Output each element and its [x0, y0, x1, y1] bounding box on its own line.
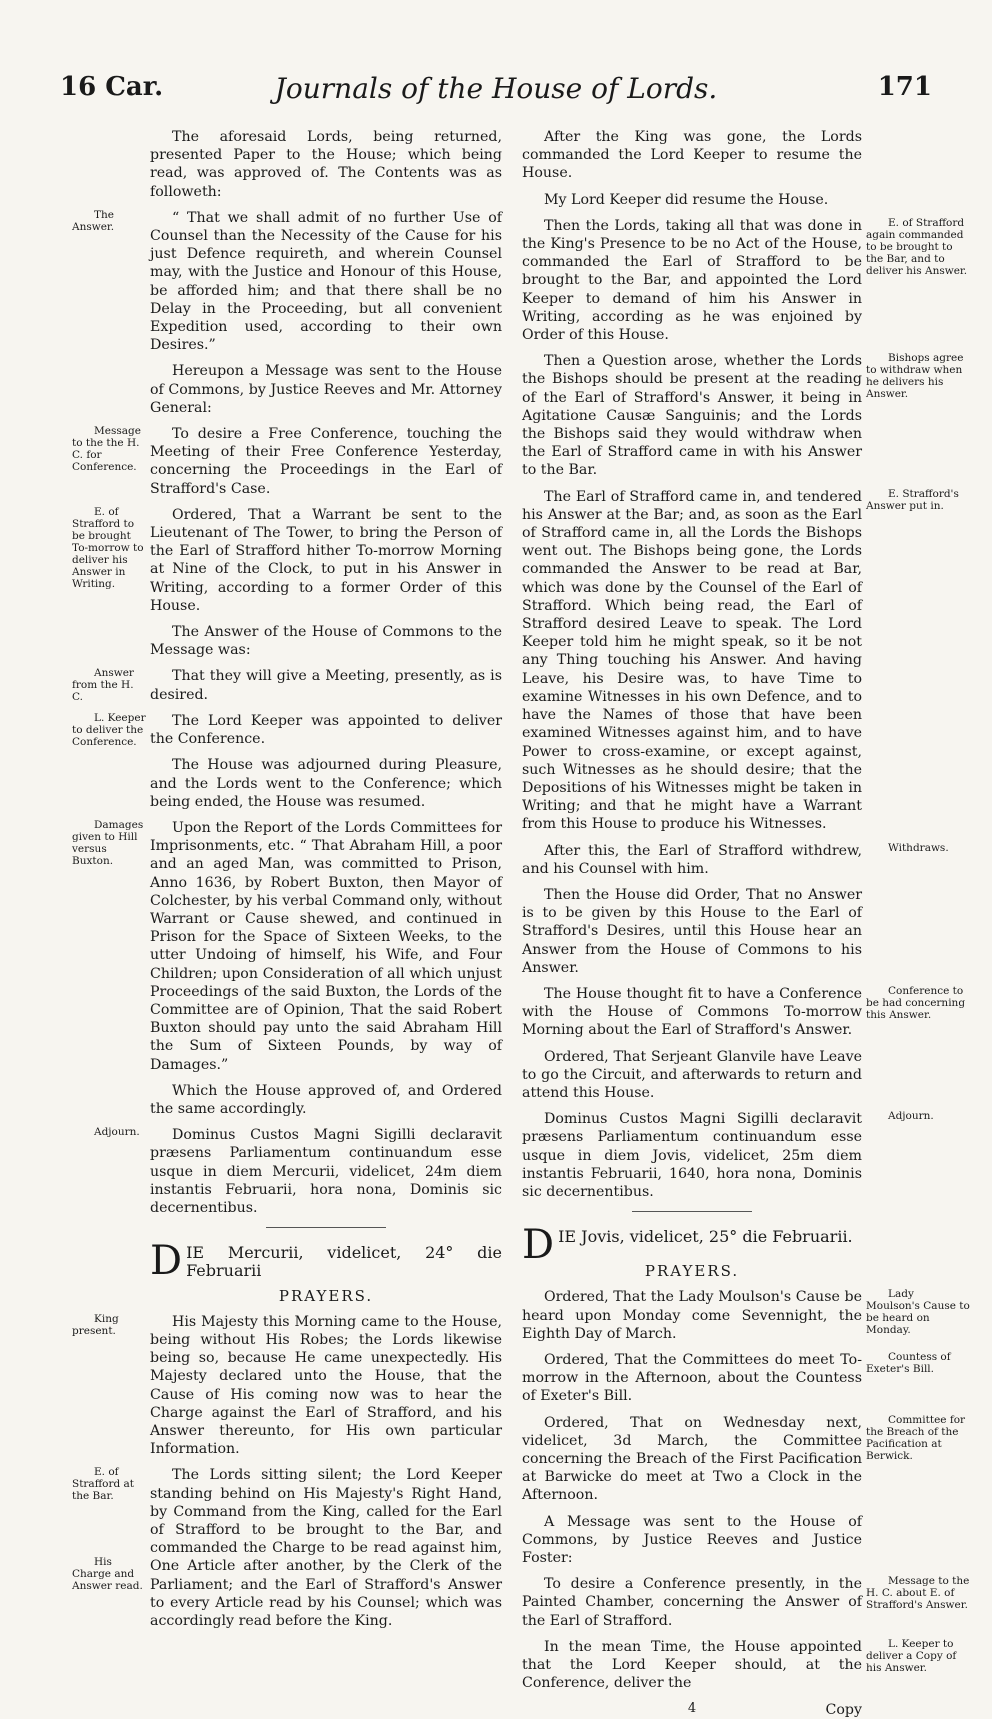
paragraph-text: His Majesty this Morning came to the House, being without His Robes; the Lords likewise being so, because He came unexpectedly. His Majesty declared unto the House, that the Cause of His coming now was to hear the Charge against the Earl of Strafford, and his Answer thereunto, for His own particular Information.: [150, 1313, 502, 1458]
margin-note: King present.: [72, 1312, 119, 1337]
day-heading-thursday: [522, 1222, 862, 1269]
signature-mark: 4: [687, 1701, 697, 1717]
catchword: Copy: [825, 1701, 862, 1718]
day-heading-text: IE Mercurii, videlicet, 24° die Februarii: [186, 1243, 502, 1281]
paragraph-text: The Lord Keeper was appointed to deliver the Conference.: [150, 712, 502, 748]
journal-paragraph: [72, 711, 502, 748]
day-heading-text: IE Jovis, videlicet, 25° die Februarii.: [558, 1227, 853, 1247]
paragraph-text: Upon the Report of the Lords Committees for Imprisonments, etc. “ That Abraham Hill, a poor and an aged Man, was committed to Prison, Anno 1636, by Robert Buxton, then Mayor of Colchester, by his verbal Command only, without Warrant or Cause shewed, and continued in Prison for the Space of Sixteen Weeks, to the utter Undoing of himself, his Wife, and Four Children; upon Consideration of all which unjust Proceedings of the said Buxton, the Lords of the Committee are of Opinion, That the said Robert Buxton should pay unto the said Abraham Hill the Sum of Sixteen Pounds, by way of Damages.”: [150, 819, 502, 1073]
paragraph-text: “ That we shall admit of no further Use of Counsel than the Necessity of the Cause for his just Defence requireth, and wherein Counsel may, with the Justice and Honour of this House, be afforded him; and that there shall be no Delay in the Proceeding, but all convenient Expedition used, according to their own Desires.”: [150, 209, 502, 354]
margin-note: Adjourn.: [94, 1126, 140, 1139]
paragraph-text: The House thought fit to have a Conference with the House of Commons To-morrow Morning about the Earl of Strafford's Answer.: [522, 985, 862, 1039]
margin-note: His Charge and Answer read.: [72, 1556, 143, 1593]
journal-paragraph: [72, 208, 502, 355]
journal-paragraph: [150, 128, 502, 201]
margin-note: Conference to be had concerning this Answer.: [866, 984, 966, 1021]
journal-paragraph: [72, 1312, 502, 1459]
journal-paragraph: [522, 1513, 862, 1568]
paragraph-text: That they will give a Meeting, presently, as is desired.: [150, 668, 502, 703]
right-column: [522, 128, 970, 1719]
journal-paragraph: [522, 1637, 957, 1693]
paragraph-text: Ordered, That a Warrant be sent to the Lieutenant of The Tower, to bring the Person of the Earl of Strafford hither To-morrow Morning at Nine of the Clock, to put in his Answer in Writing, according to a former Order of this House.: [150, 506, 502, 614]
margin-note: The Answer.: [72, 208, 115, 233]
page-number: 171: [877, 72, 932, 102]
journal-paragraph: [72, 1466, 502, 1630]
paragraph-text: Then a Question arose, whether the Lords the Bishops should be present at the reading of the Earl of Strafford's Answer, it being in Agitatione Causæ Sanguinis; and the Lords the Bishops said they would withdraw when the Earl of Strafford came in with his Answer to the Bar.: [522, 353, 862, 479]
journal-paragraph: [72, 425, 502, 498]
journal-paragraph: [522, 487, 959, 834]
margin-note: Message to the H. C. about E. of Strafford's Answer.: [866, 1575, 970, 1612]
paragraph-text: After this, the Earl of Strafford withdrew, and his Counsel with him.: [522, 842, 862, 877]
margin-note: E. Strafford's Answer put in.: [866, 487, 959, 512]
journal-paragraph: [150, 623, 502, 659]
divider: [632, 1211, 752, 1212]
paragraph-text: Then the Lords, taking all that was done in the King's Presence to be no Act of the House, commanded the Earl of Strafford to be brought to the Bar, and appointed the Lord Keeper to demand of him his Answer in Writing, according as he was enjoined by Order of this House.: [522, 217, 862, 344]
page-header: [60, 72, 932, 112]
margin-note: E. of Strafford at the Bar.: [72, 1466, 135, 1503]
regnal-year: 16 Car.: [60, 72, 164, 102]
margin-note: L. Keeper to deliver the Conference.: [72, 711, 146, 748]
journal-paragraph: [94, 1126, 502, 1217]
paragraph-text: The Earl of Strafford came in, and tendered his Answer at the Bar; and, as soon as the Earl of Strafford came in, all the Lords the Bishops went out. The Bishops being gone, the Lords commanded the Answer to be read at Bar, which was done by the Counsel of the Earl of Strafford. Which being read, the Earl of Strafford desired Leave to speak. The Lord Keeper told him he might speak, so it be not any Thing touching his Answer. And having Leave, his Desire was, to have Time to examine Witnesses in his own Defence, and to have the Names of those that have been examined Witnesses against him, and to have Power to cross-examine, or except against, such Witnesses as he should desire; that the Depositions of his Witnesses might be taken in Writing; and that he might have a Warrant from this House to produce his Witnesses.: [522, 488, 862, 833]
journal-paragraph: [150, 362, 502, 417]
paragraph-text: Then the House did Order, That no Answer is to be given by this House to the Earl of Strafford's Desires, until this House hear an Answer from the House of Commons to his Answer.: [522, 886, 862, 976]
margin-note: Committee for the Breach of the Pacification at Berwick.: [866, 1413, 966, 1462]
paragraph-text: A Message was sent to the House of Commons, by Justice Reeves and Justice Foster:: [522, 1513, 862, 1567]
paragraph-text: My Lord Keeper did resume the House.: [544, 191, 829, 208]
journal-paragraph: [72, 505, 502, 615]
paragraph-text: Ordered, That Serjeant Glanvile have Leave to go the Circuit, and afterwards to return and attend this House.: [522, 1048, 862, 1101]
journal-paragraph: [522, 886, 862, 977]
journal-paragraph: [522, 1110, 934, 1201]
paragraph-text: Dominus Custos Magni Sigilli declaravit præsens Parliamentum continuandum esse usque in diem Mercurii, videlicet, 24m diem instantis Februarii, hora nona, Dominis sic decernentibus.: [150, 1127, 502, 1216]
drop-initial: D: [150, 1238, 183, 1285]
journal-paragraph: [522, 1288, 970, 1343]
journal-paragraph: [522, 352, 964, 479]
drop-initial: D: [522, 1222, 555, 1269]
paragraph-text: Dominus Custos Magni Sigilli declaravit præsens Parliamentum continuandum esse usque in diem Jovis, videlicet, 25m diem instantis Februarii, 1640, hora nona, Dominis sic decernentibus.: [522, 1111, 862, 1200]
prayers-heading: PRAYERS.: [278, 1286, 374, 1305]
journal-paragraph: [72, 818, 502, 1074]
margin-note: Bishops agree to withdraw when he delivers his Answer.: [866, 352, 964, 401]
journal-paragraph: [522, 1350, 951, 1406]
paragraph-text: Which the House approved of, and Ordered the same accordingly.: [150, 1082, 502, 1117]
journal-paragraph: [150, 1082, 502, 1118]
divider: [266, 1227, 386, 1228]
margin-note: L. Keeper to deliver a Copy of his Answer.: [866, 1637, 957, 1674]
left-column: [72, 128, 502, 1638]
paragraph-text: The Lords sitting silent; the Lord Keeper standing behind on His Majesty's Right Hand, by Command from the King, called for the Earl of Strafford to be brought to the Bar, and commanded the Charge to be read against him, One Article after another, by the Clerk of the Parliament; and the Earl of Strafford's Answer to every Article read by his Counsel; which was accordingly read before the King.: [150, 1467, 502, 1630]
margin-note: Message to the the H. C. for Conference.: [72, 425, 141, 474]
margin-note: E. of Strafford again commanded to be brought to the Bar, and to deliver his Answer.: [866, 216, 968, 277]
journal-paragraph: [522, 1575, 970, 1630]
paragraph-text: Ordered, That the Lady Moulson's Cause be heard upon Monday come Sevennight, the Eighth Day of March.: [522, 1289, 862, 1342]
journal-paragraph: [522, 841, 949, 878]
margin-note: E. of Strafford to be brought To-morrow to deliver his Answer in Writing.: [72, 505, 144, 590]
paragraph-text: Ordered, That on Wednesday next, videlicet, 3d March, the Committee concerning the Breach of the First Pacification at Barwicke do meet at Two a Clock in the Afternoon.: [522, 1414, 862, 1504]
margin-note: Countess of Exeter's Bill.: [866, 1350, 951, 1375]
paragraph-text: In the mean Time, the House appointed that the Lord Keeper should, at the Conference, deliver the: [522, 1638, 862, 1692]
journal-paragraph: [522, 1048, 862, 1103]
prayers-heading: PRAYERS.: [644, 1262, 740, 1281]
journal-paragraph: [522, 216, 968, 344]
margin-note: Damages given to Hill versus Buxton.: [72, 818, 144, 867]
paragraph-text: After the King was gone, the Lords commanded the Lord Keeper to resume the House.: [522, 129, 862, 182]
paragraph-text: Ordered, That the Committees do meet To-morrow in the Afternoon, about the Countess of Exeter's Bill.: [522, 1351, 862, 1405]
journal-paragraph: [522, 191, 862, 209]
journal-paragraph: [522, 984, 966, 1040]
journal-paragraph: [72, 667, 502, 704]
paragraph-text: To desire a Conference presently, in the Painted Chamber, concerning the Answer of the Earl of Strafford.: [522, 1576, 862, 1629]
paragraph-text: To desire a Free Conference, touching the Meeting of their Free Conference Yesterday, concerning the Proceedings in the Earl of Strafford's Case.: [150, 426, 502, 497]
running-title: Journals of the House of Lords.: [274, 72, 718, 105]
margin-note: Answer from the H. C.: [72, 667, 134, 704]
journal-paragraph: [522, 128, 862, 183]
paragraph-text: The House was adjourned during Pleasure, and the Lords went to the Conference; which being ended, the House was resumed.: [150, 757, 502, 810]
journal-paragraph: [150, 756, 502, 811]
margin-note: Adjourn.: [888, 1110, 934, 1123]
margin-note: Lady Moulson's Cause to be heard on Monday.: [866, 1288, 970, 1337]
journal-paragraph: [522, 1413, 966, 1505]
day-heading-wednesday: [150, 1238, 502, 1285]
paragraph-text: The Answer of the House of Commons to the Message was:: [150, 624, 502, 659]
margin-note: Withdraws.: [888, 841, 949, 854]
paragraph-text: The aforesaid Lords, being returned, presented Paper to the House; which being read, was approved of. The Contents was as followeth:: [150, 129, 502, 200]
paragraph-text: Hereupon a Message was sent to the House of Commons, by Justice Reeves and Mr. Attorney General:: [150, 363, 502, 416]
